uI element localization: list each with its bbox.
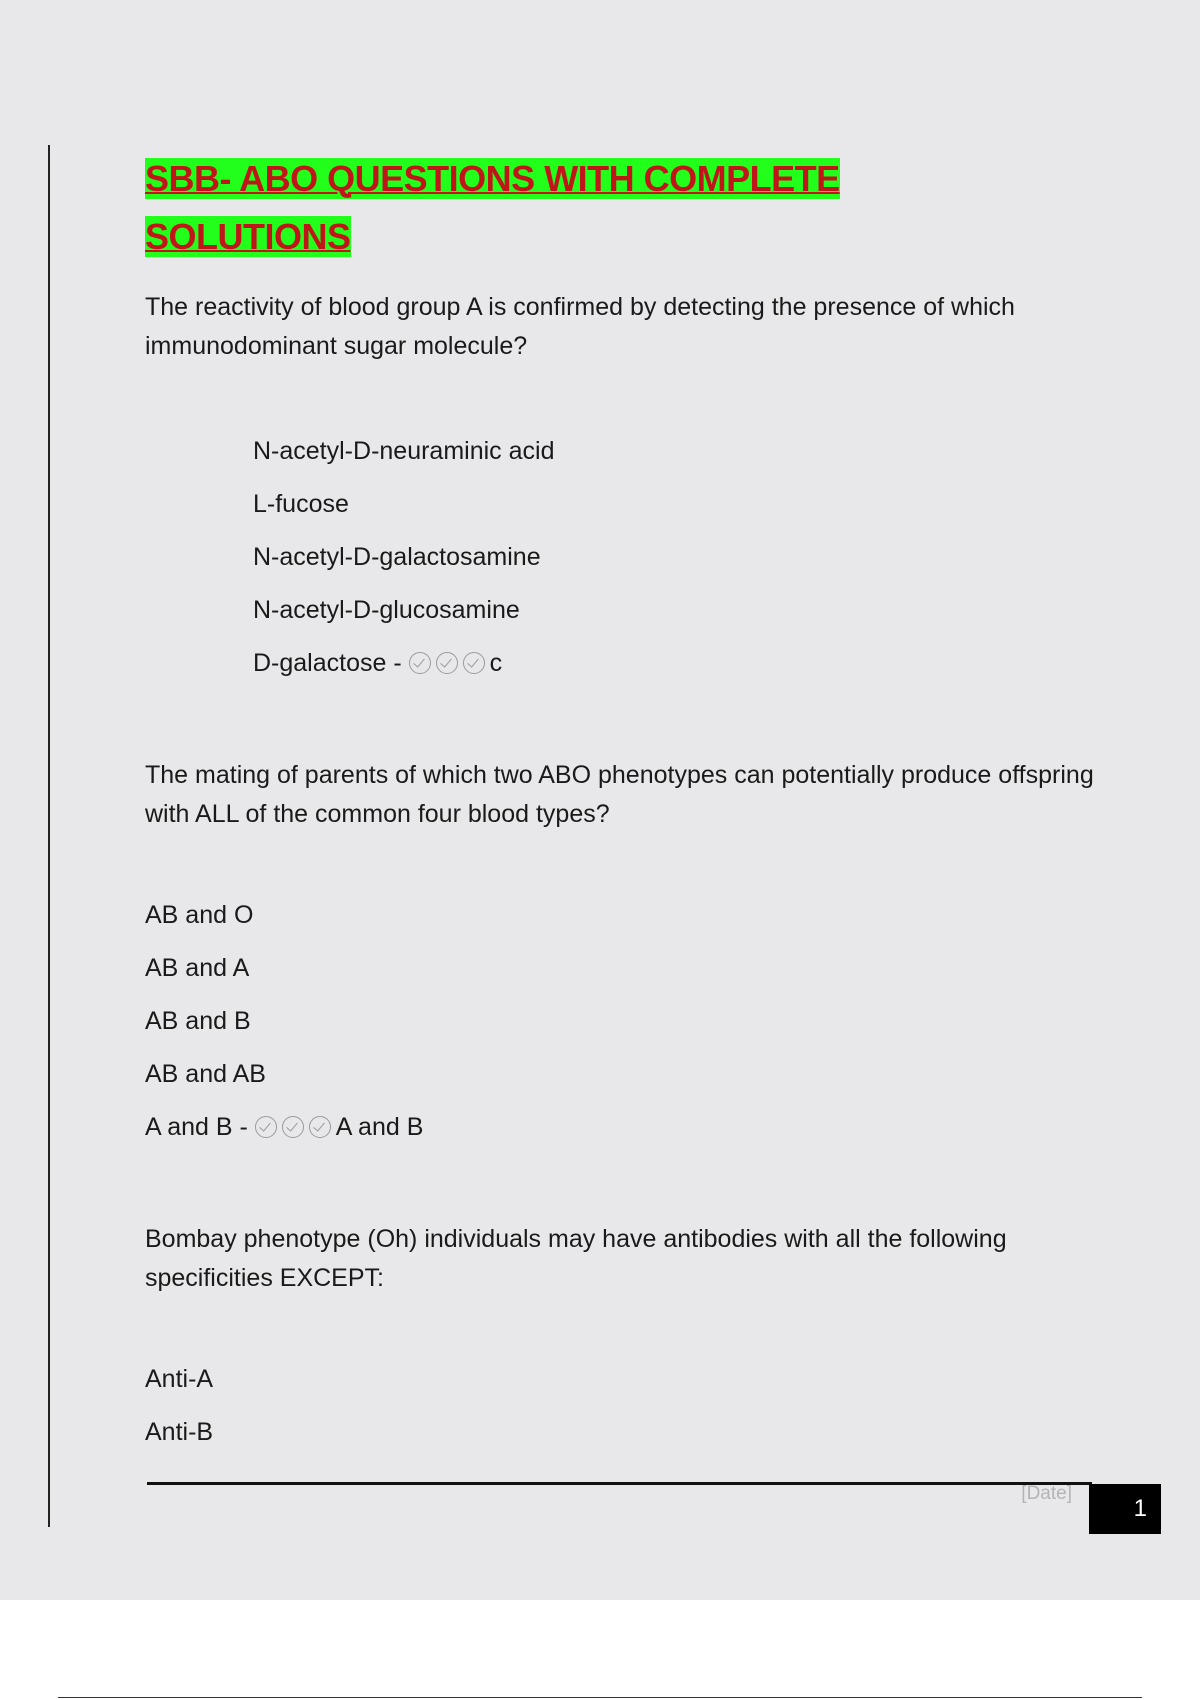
page-number: 1 xyxy=(1089,1484,1161,1534)
document-title xyxy=(145,150,1105,266)
option-item: Anti-B xyxy=(145,1418,214,1446)
question-1: The reactivity of blood group A is confirmed by detecting the presence of which immunodominant sugar molecule? xyxy=(145,293,1015,360)
check-circle-icon xyxy=(282,1116,304,1138)
answer-text: c xyxy=(489,649,503,677)
left-margin-rule xyxy=(48,145,50,1527)
question-2: The mating of parents of which two ABO phenotypes can potentially produce offspring with ALL of the common four blood types? xyxy=(145,761,1094,828)
answer-option xyxy=(145,1112,1105,1142)
question-2-options xyxy=(145,900,1105,1142)
option-item: AB and O xyxy=(145,901,254,929)
answer-text: A and B xyxy=(335,1113,424,1141)
option-item: N-acetyl-D-neuraminic acid xyxy=(253,437,555,465)
footer-rule xyxy=(147,1482,1092,1485)
check-circle-icon xyxy=(309,1116,331,1138)
answer-option-label: D-galactose - xyxy=(253,649,409,677)
question-3-options xyxy=(145,1364,1105,1447)
question-3: Bombay phenotype (Oh) individuals may have antibodies with all the following specificities EXCEPT: xyxy=(145,1225,1007,1292)
option-item: AB and B xyxy=(145,1007,251,1035)
next-page-header-rule xyxy=(58,1697,1142,1698)
option-item: L-fucose xyxy=(253,490,349,518)
title-line-2: SOLUTIONS xyxy=(145,216,351,257)
answer-option xyxy=(253,648,1105,678)
question-1-options xyxy=(145,436,1105,678)
check-circle-icon xyxy=(255,1116,277,1138)
footer-date: [Date] xyxy=(1021,1483,1072,1504)
answer-option-label: A and B - xyxy=(145,1113,255,1141)
option-item: Anti-A xyxy=(145,1365,214,1393)
option-item: AB and A xyxy=(145,954,250,982)
check-circle-icon xyxy=(436,652,458,674)
title-line-1: SBB- ABO QUESTIONS WITH COMPLETE xyxy=(145,158,840,199)
option-item: AB and AB xyxy=(145,1060,266,1088)
option-item: N-acetyl-D-glucosamine xyxy=(253,596,520,624)
page-content xyxy=(145,150,1105,1470)
option-item: N-acetyl-D-galactosamine xyxy=(253,543,541,571)
check-circle-icon xyxy=(409,652,431,674)
check-circle-icon xyxy=(463,652,485,674)
